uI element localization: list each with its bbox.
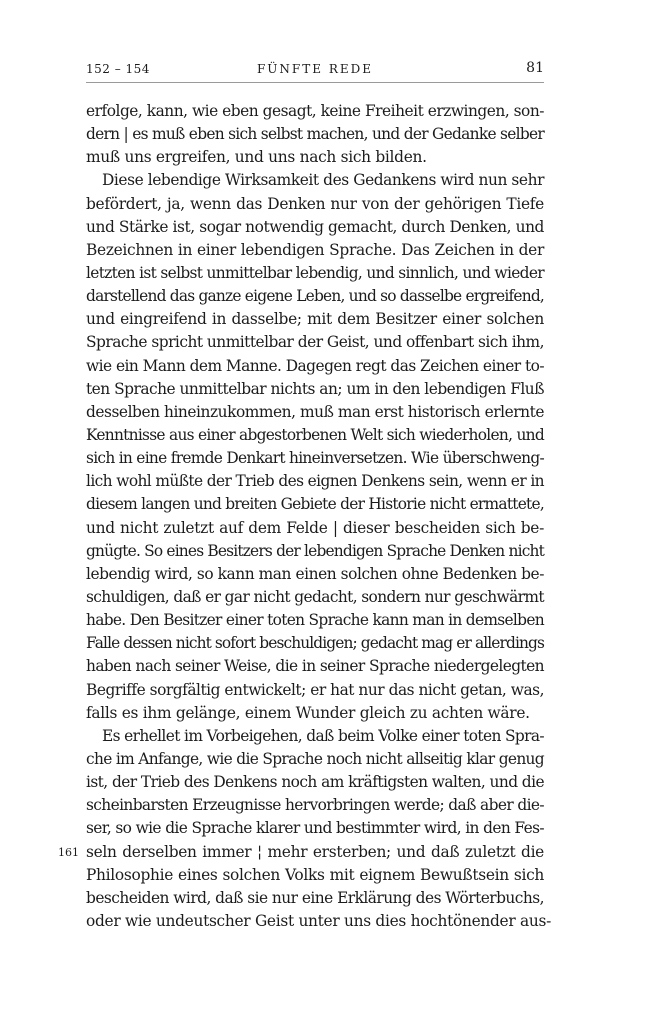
- text-line: dern | es muß eben sich selbst machen, und der Gedanke selber: [86, 125, 544, 144]
- text-line: befördert, ja, wenn das Denken nur von der gehörigen Tiefe: [86, 194, 544, 213]
- text-line: scheinbarsten Erzeugnisse hervorbringen werde; daß aber die-: [86, 796, 544, 815]
- text-line: letzten ist selbst unmittelbar lebendig, und sinnlich, und wieder: [86, 263, 544, 282]
- running-title: FÜNFTE REDE: [256, 62, 374, 76]
- text-line: sich in eine fremde Denkart hineinversetzen. Wie überschweng-: [86, 449, 544, 468]
- text-line: darstellend das ganze eigene Leben, und so dasselbe ergreifend,: [86, 287, 544, 306]
- text-line: lich wohl müßte der Trieb des eignen Denkens sein, wenn er in: [86, 472, 544, 491]
- page-number: 81: [526, 60, 544, 76]
- text-line: haben nach seiner Weise, die in seiner Sprache niedergelegten: [86, 657, 544, 676]
- text-line: Sprache spricht unmittelbar der Geist, und offenbart sich ihm,: [86, 333, 544, 352]
- text-line: Es erhellet im Vorbeigehen, daß beim Volke einer toten Spra-: [102, 726, 544, 745]
- text-line: desselben hineinzukommen, muß man erst historisch erlernte: [86, 402, 544, 421]
- text-line: und eingreifend in dasselbe; mit dem Besitzer einer solchen: [86, 310, 544, 329]
- text-line: und nicht zuletzt auf dem Felde | dieser bescheiden sich be-: [86, 518, 544, 537]
- text-line: ist, der Trieb des Denkens noch am kräftigsten walten, und die: [86, 773, 544, 792]
- text-line: Philosophie eines solchen Volks mit eignem Bewußtsein sich: [86, 865, 544, 884]
- text-line: wie ein Mann dem Manne. Dagegen regt das Zeichen einer to-: [86, 356, 544, 375]
- body-text: [86, 100, 551, 933]
- text-line: bescheiden wird, daß sie nur eine Erklärung des Wörterbuchs,: [86, 888, 544, 907]
- text-line: Falle dessen nicht sofort beschuldigen; gedacht mag er allerdings: [86, 634, 544, 653]
- text-line: Diese lebendige Wirksamkeit des Gedankens wird nun sehr: [102, 171, 544, 190]
- text-line: ten Sprache unmittelbar nichts an; um in den lebendigen Fluß: [86, 379, 544, 398]
- text-line: muß uns ergreifen, und uns nach sich bilden.: [86, 148, 427, 167]
- text-line: erfolge, kann, wie eben gesagt, keine Freiheit erzwingen, son-: [86, 102, 544, 120]
- text-line: schuldigen, daß er gar nicht gedacht, sondern nur geschwärmt: [86, 587, 544, 606]
- text-line: Kenntnisse aus einer abgestorbenen Welt sich wiederholen, und: [86, 425, 544, 444]
- text-line: gnügte. So eines Besitzers der lebendigen Sprache Denken nicht: [86, 541, 544, 560]
- margin-page-number: 161: [58, 845, 79, 859]
- text-line: diesem langen und breiten Gebiete der Historie nicht ermattete,: [86, 495, 544, 514]
- text-line: lebendig wird, so kann man einen solchen ohne Bedenken be-: [86, 564, 544, 583]
- text-line: falls es ihm gelänge, einem Wunder gleich zu achten wäre.: [86, 703, 530, 722]
- text-line: seln derselben immer ¦ mehr ersterben; und daß zuletzt die: [86, 842, 544, 861]
- text-line: oder wie undeutscher Geist unter uns dies hochtönender aus-: [86, 911, 551, 930]
- text-line: che im Anfange, wie die Sprache noch nicht allseitig klar genug: [86, 749, 544, 768]
- running-header: [86, 60, 544, 83]
- text-line: und Stärke ist, sogar notwendig gemacht, durch Denken, und: [86, 217, 544, 236]
- text-line: habe. Den Besitzer einer toten Sprache kann man in demselben: [86, 611, 544, 630]
- text-line: Begriffe sorgfältig entwickelt; er hat nur das nicht getan, was,: [86, 680, 544, 699]
- text-line: ser, so wie die Sprache klarer und bestimmter wird, in den Fes-: [86, 819, 544, 838]
- text-line: Bezeichnen in einer lebendigen Sprache. Das Zeichen in der: [86, 240, 544, 259]
- page-range: 152 – 154: [86, 62, 150, 76]
